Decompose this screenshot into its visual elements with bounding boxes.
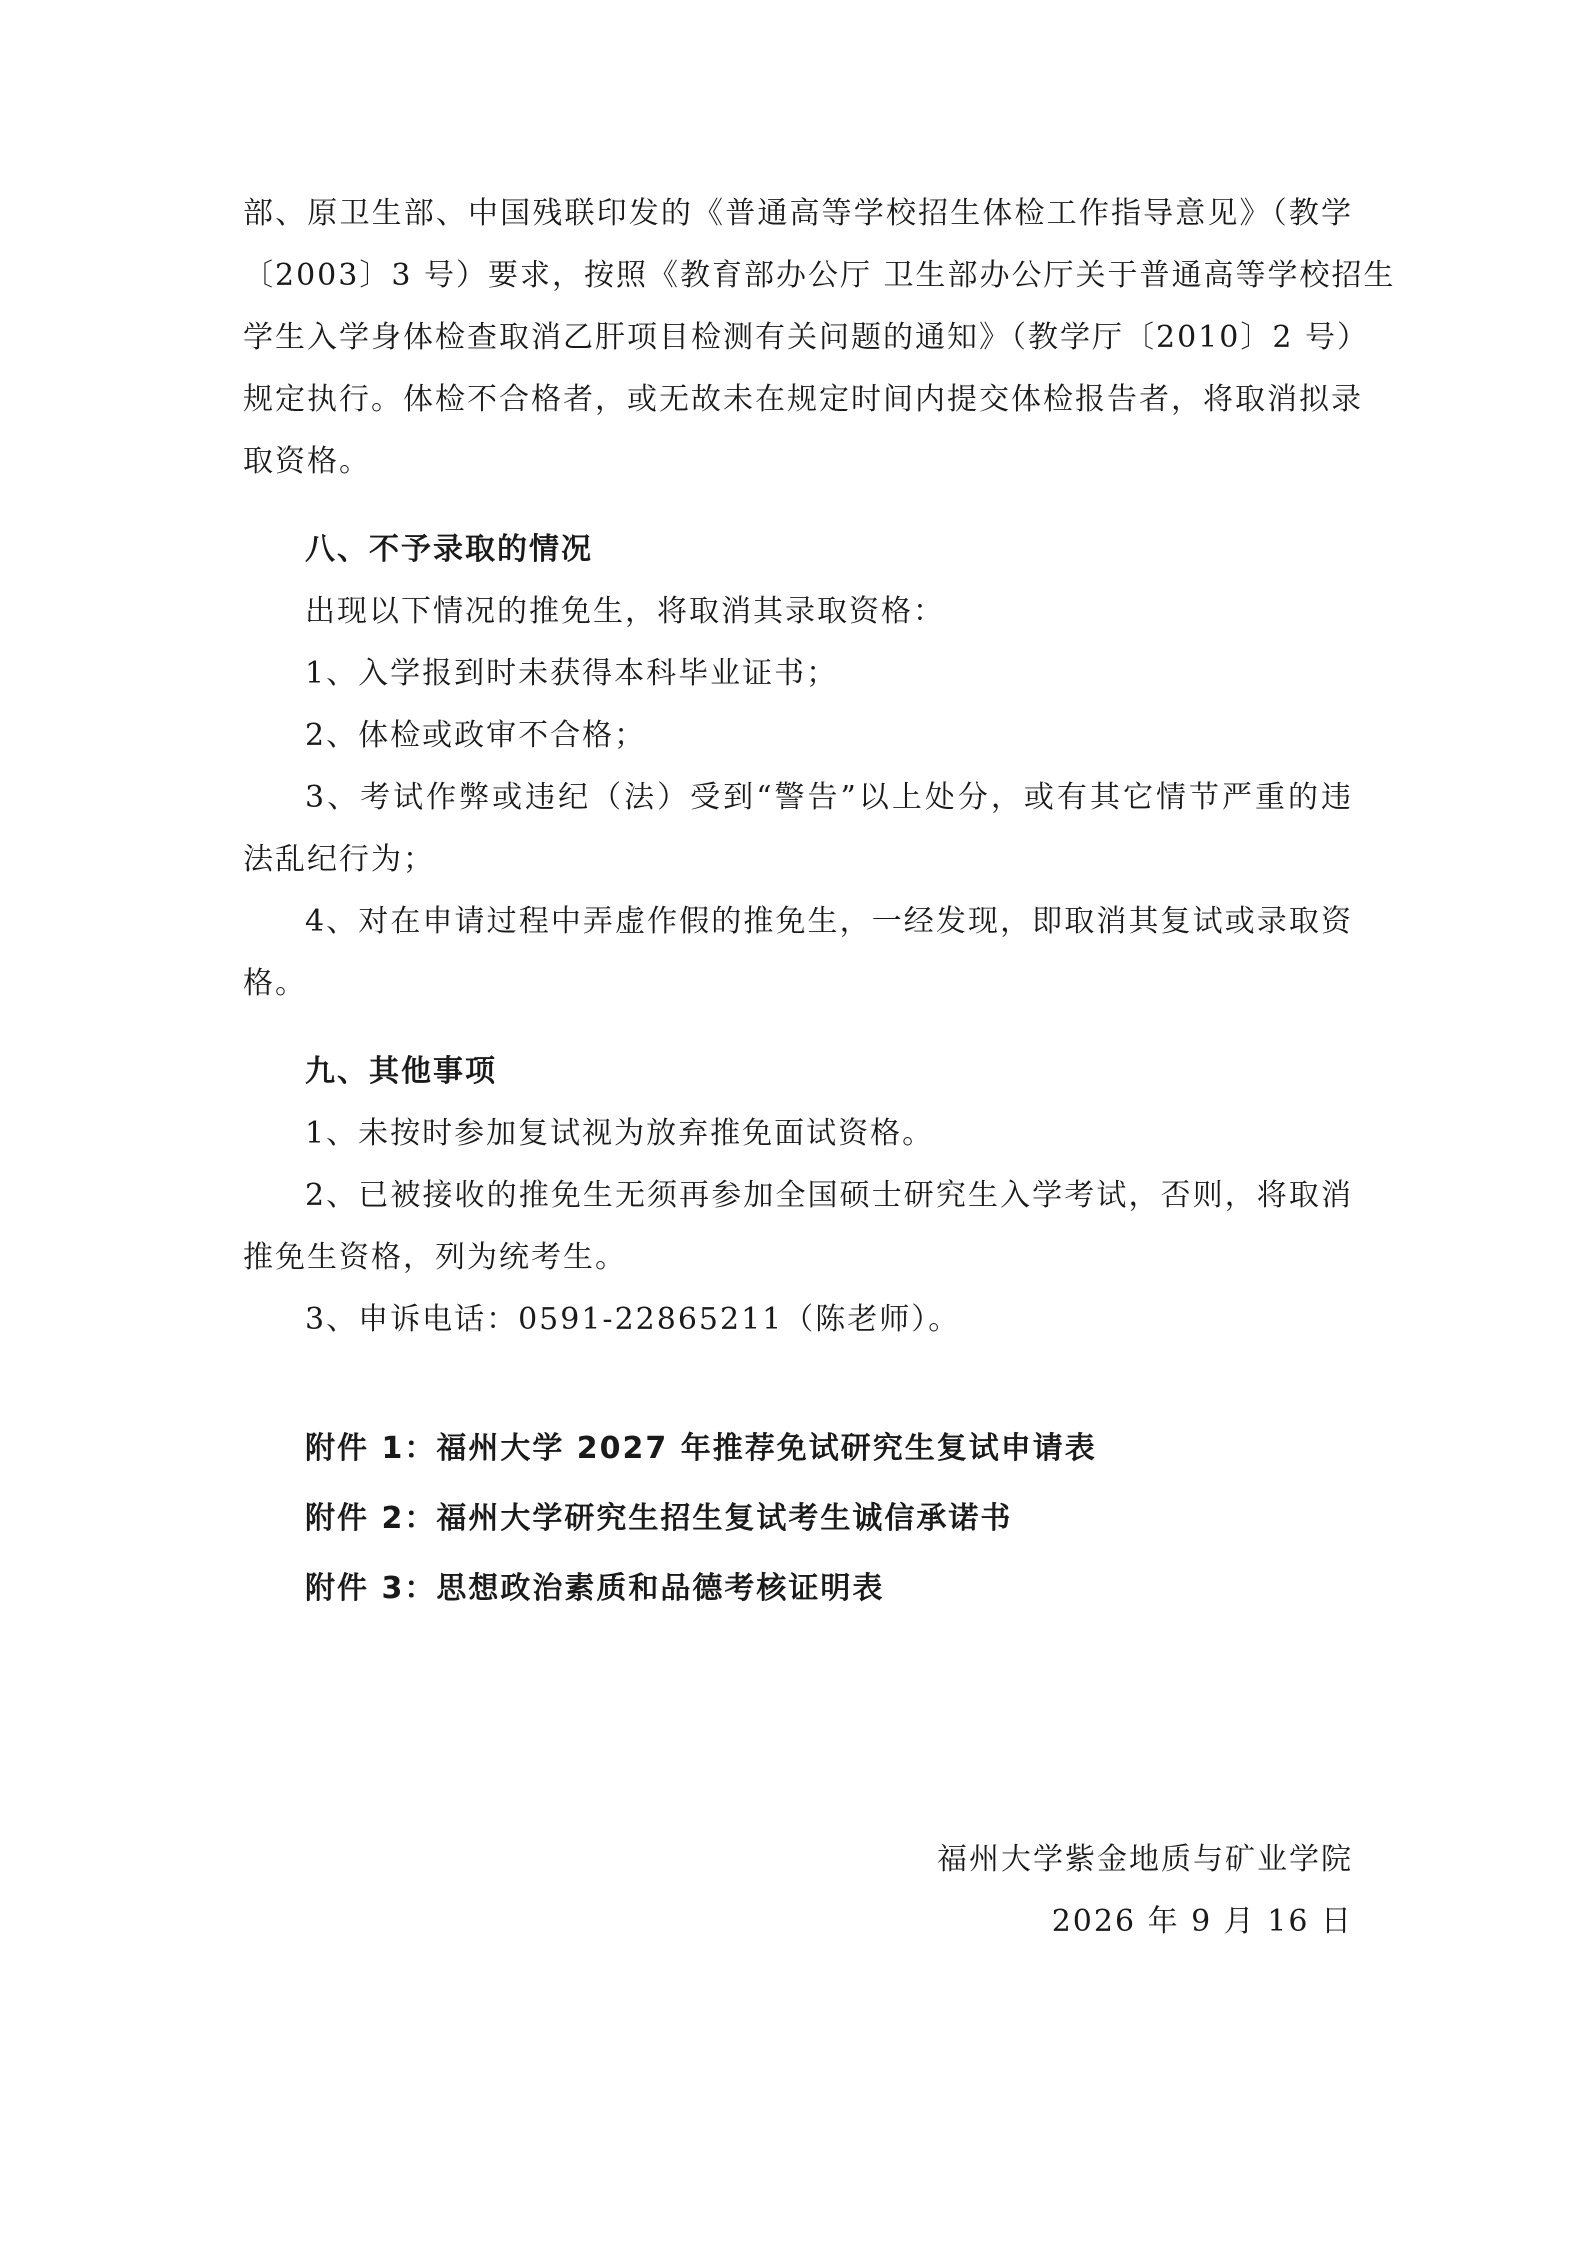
list-item: 3、考试作弊或违纪（法）受到“警告”以上处分，或有其它情节严重的违 (305, 780, 1353, 815)
section-heading: 九、其他事项 (305, 1054, 497, 1089)
list-item: 3、申诉电话：0591-22865211（陈老师）。 (305, 1302, 961, 1337)
signature-date: 2026 年 9 月 16 日 (1051, 1904, 1353, 1939)
paragraph-line: 出现以下情况的推免生，将取消其录取资格： (305, 594, 945, 629)
paragraph-line: 部、原卫生部、中国残联印发的《普通高等学校招生体检工作指导意见》（教学 (243, 196, 1353, 231)
attachment-item: 附件 1：福州大学 2027 年推荐免试研究生复试申请表 (305, 1431, 1097, 1466)
paragraph-line: 〔2003〕3 号）要求，按照《教育部办公厅 卫生部办公厅关于普通高等学校招生 (243, 258, 1396, 293)
paragraph-line: 学生入学身体检查取消乙肝项目检测有关问题的通知》（教学厅〔2010〕2 号） (243, 320, 1369, 355)
list-item-continuation: 推免生资格，列为统考生。 (243, 1240, 627, 1275)
list-item: 1、未按时参加复试视为放弃推免面试资格。 (305, 1116, 935, 1151)
list-item-continuation: 法乱纪行为； (243, 842, 435, 877)
attachment-item: 附件 2：福州大学研究生招生复试考生诚信承诺书 (305, 1501, 1013, 1536)
list-item: 2、已被接收的推免生无须再参加全国硕士研究生入学考试，否则，将取消 (305, 1178, 1353, 1213)
list-item: 4、对在申请过程中弄虚作假的推免生，一经发现，即取消其复试或录取资 (305, 904, 1353, 939)
list-item: 1、入学报到时未获得本科毕业证书； (305, 656, 839, 691)
list-item: 2、体检或政审不合格； (305, 718, 647, 753)
paragraph-line: 取资格。 (243, 444, 371, 479)
paragraph-line: 规定执行。体检不合格者，或无故未在规定时间内提交体检报告者，将取消拟录 (243, 382, 1363, 417)
section-heading: 八、不予录取的情况 (305, 532, 593, 567)
list-item-continuation: 格。 (243, 966, 307, 1001)
attachment-item: 附件 3：思想政治素质和品德考核证明表 (305, 1571, 885, 1606)
signature-organization: 福州大学紫金地质与矿业学院 (937, 1842, 1353, 1877)
